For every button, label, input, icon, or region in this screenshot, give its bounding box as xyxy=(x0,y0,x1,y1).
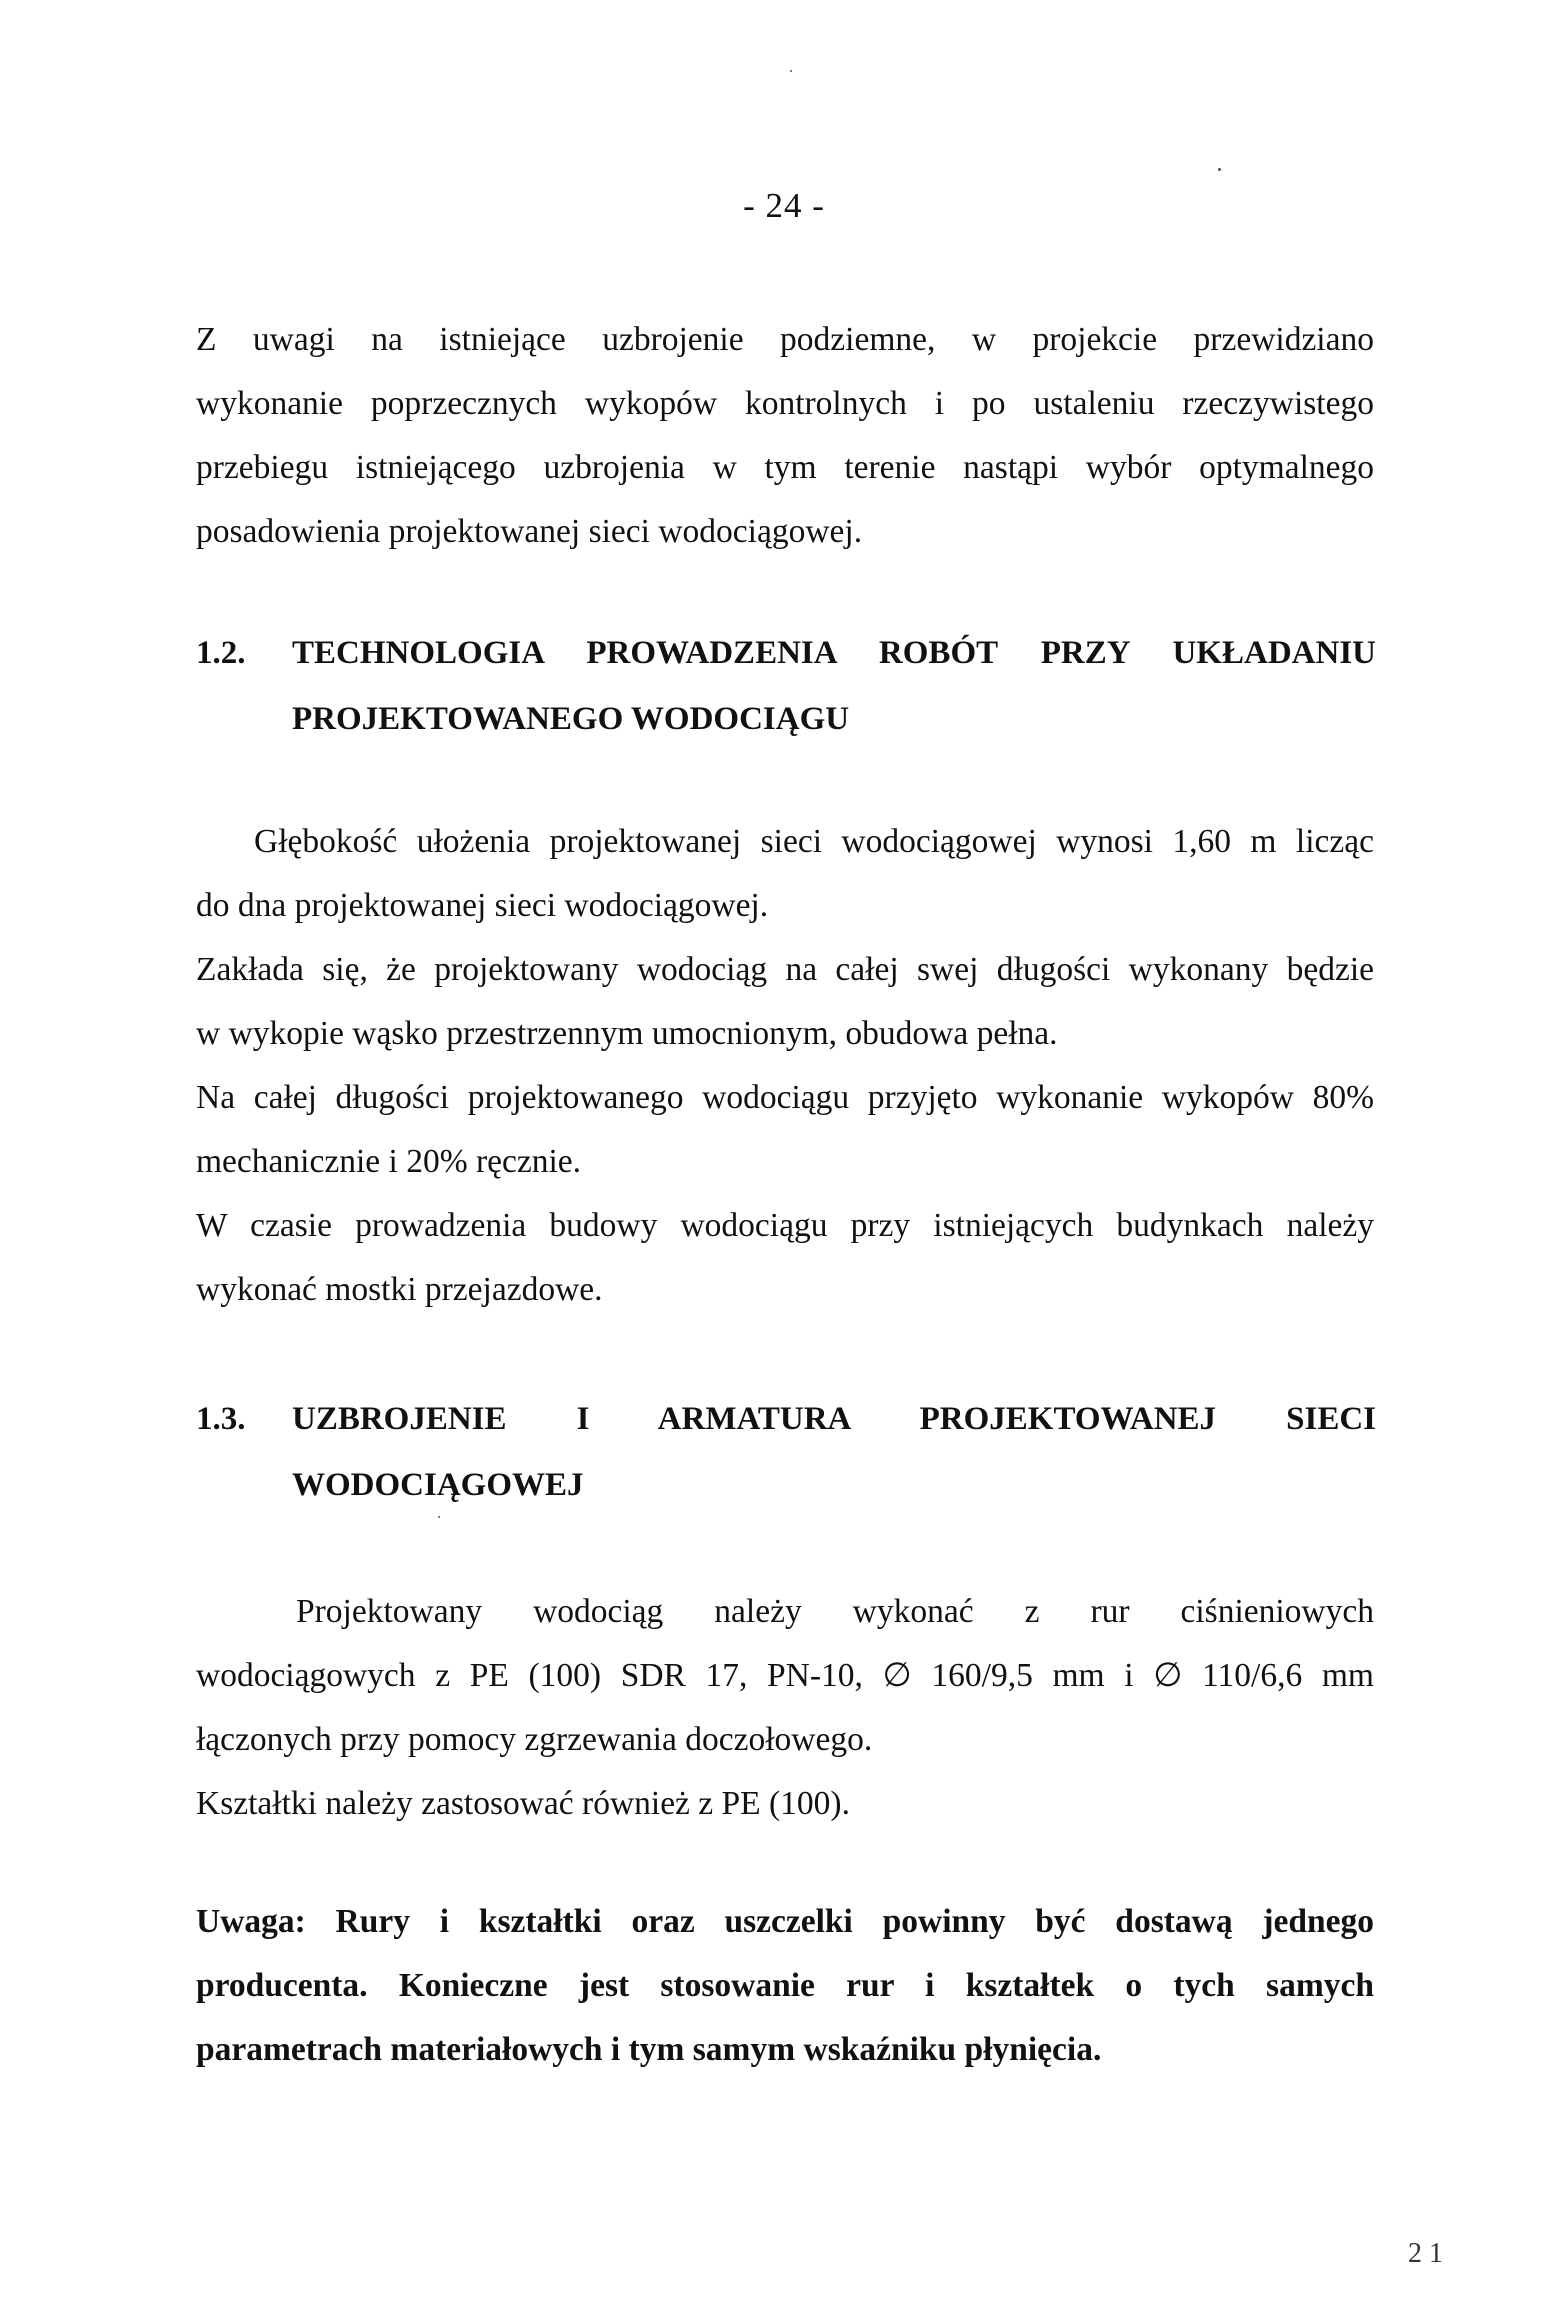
section-1-2-body xyxy=(196,810,1374,1322)
body-line: Na całej długości projektowanego wodociągu przyjęto wykonanie wykopów 80% xyxy=(196,1079,1374,1116)
intro-line: wykonanie poprzecznych wykopów kontrolnych i po ustaleniu rzeczywistego xyxy=(196,385,1374,422)
section-number: 1.2. xyxy=(196,635,246,671)
body-line: wykonać mostki przejazdowe. xyxy=(196,1271,603,1308)
body-line: wodociągowych z PE (100) SDR 17, PN-10, ∅ 160/9,5 mm i ∅ 110/6,6 mm xyxy=(196,1657,1374,1694)
intro-line: posadowienia projektowanej sieci wodociągowej. xyxy=(196,513,863,550)
section-title-line: PROJEKTOWANEGO WODOCIĄGU xyxy=(292,701,850,737)
corner-mark: 2 1 xyxy=(1408,2238,1443,2269)
body-line: mechanicznie i 20% ręcznie. xyxy=(196,1143,582,1180)
note-line: producenta. Konieczne jest stosowanie rur i kształtek o tych samych xyxy=(196,1967,1374,2004)
page-number: - 24 - xyxy=(743,186,825,225)
section-title-line: WODOCIĄGOWEJ xyxy=(292,1467,584,1503)
body-line: w wykopie wąsko przestrzennym umocnionym, obudowa pełna. xyxy=(196,1015,1058,1052)
body-line: Kształtki należy zastosować również z PE (100). xyxy=(196,1785,850,1822)
body-line: do dna projektowanej sieci wodociągowej. xyxy=(196,887,769,924)
section-title-line: TECHNOLOGIA PROWADZENIA ROBÓT PRZY UKŁADANIU xyxy=(292,635,1376,671)
note-paragraph xyxy=(196,1890,1374,2082)
section-1-3-body xyxy=(196,1580,1374,1836)
note-line: parametrach materiałowych i tym samym wskaźniku płynięcia. xyxy=(196,2031,1102,2068)
body-line: łączonych przy pomocy zgrzewania doczołowego. xyxy=(196,1721,873,1758)
scan-speck xyxy=(438,1516,440,1518)
body-line: Zakłada się, że projektowany wodociąg na całej swej długości wykonany będzie xyxy=(196,951,1374,988)
intro-paragraph xyxy=(196,308,1374,564)
intro-line: przebiegu istniejącego uzbrojenia w tym terenie nastąpi wybór optymalnego xyxy=(196,449,1374,486)
scan-speck xyxy=(1218,168,1221,171)
scan-speck xyxy=(790,70,792,72)
section-1-3-heading xyxy=(196,1386,1376,1518)
body-line: Projektowany wodociąg należy wykonać z rur ciśnieniowych xyxy=(296,1593,1374,1630)
section-number: 1.3. xyxy=(196,1401,246,1437)
section-title-line: UZBROJENIE I ARMATURA PROJEKTOWANEJ SIECI xyxy=(292,1401,1376,1437)
body-line: W czasie prowadzenia budowy wodociągu przy istniejących budynkach należy xyxy=(196,1207,1374,1244)
intro-line: Z uwagi na istniejące uzbrojenie podziemne, w projekcie przewidziano xyxy=(196,321,1374,358)
section-1-2-heading xyxy=(196,620,1376,752)
body-line: Głębokość ułożenia projektowanej sieci wodociągowej wynosi 1,60 m licząc xyxy=(254,823,1374,860)
note-line: Uwaga: Rury i kształtki oraz uszczelki powinny być dostawą jednego xyxy=(196,1903,1374,1940)
